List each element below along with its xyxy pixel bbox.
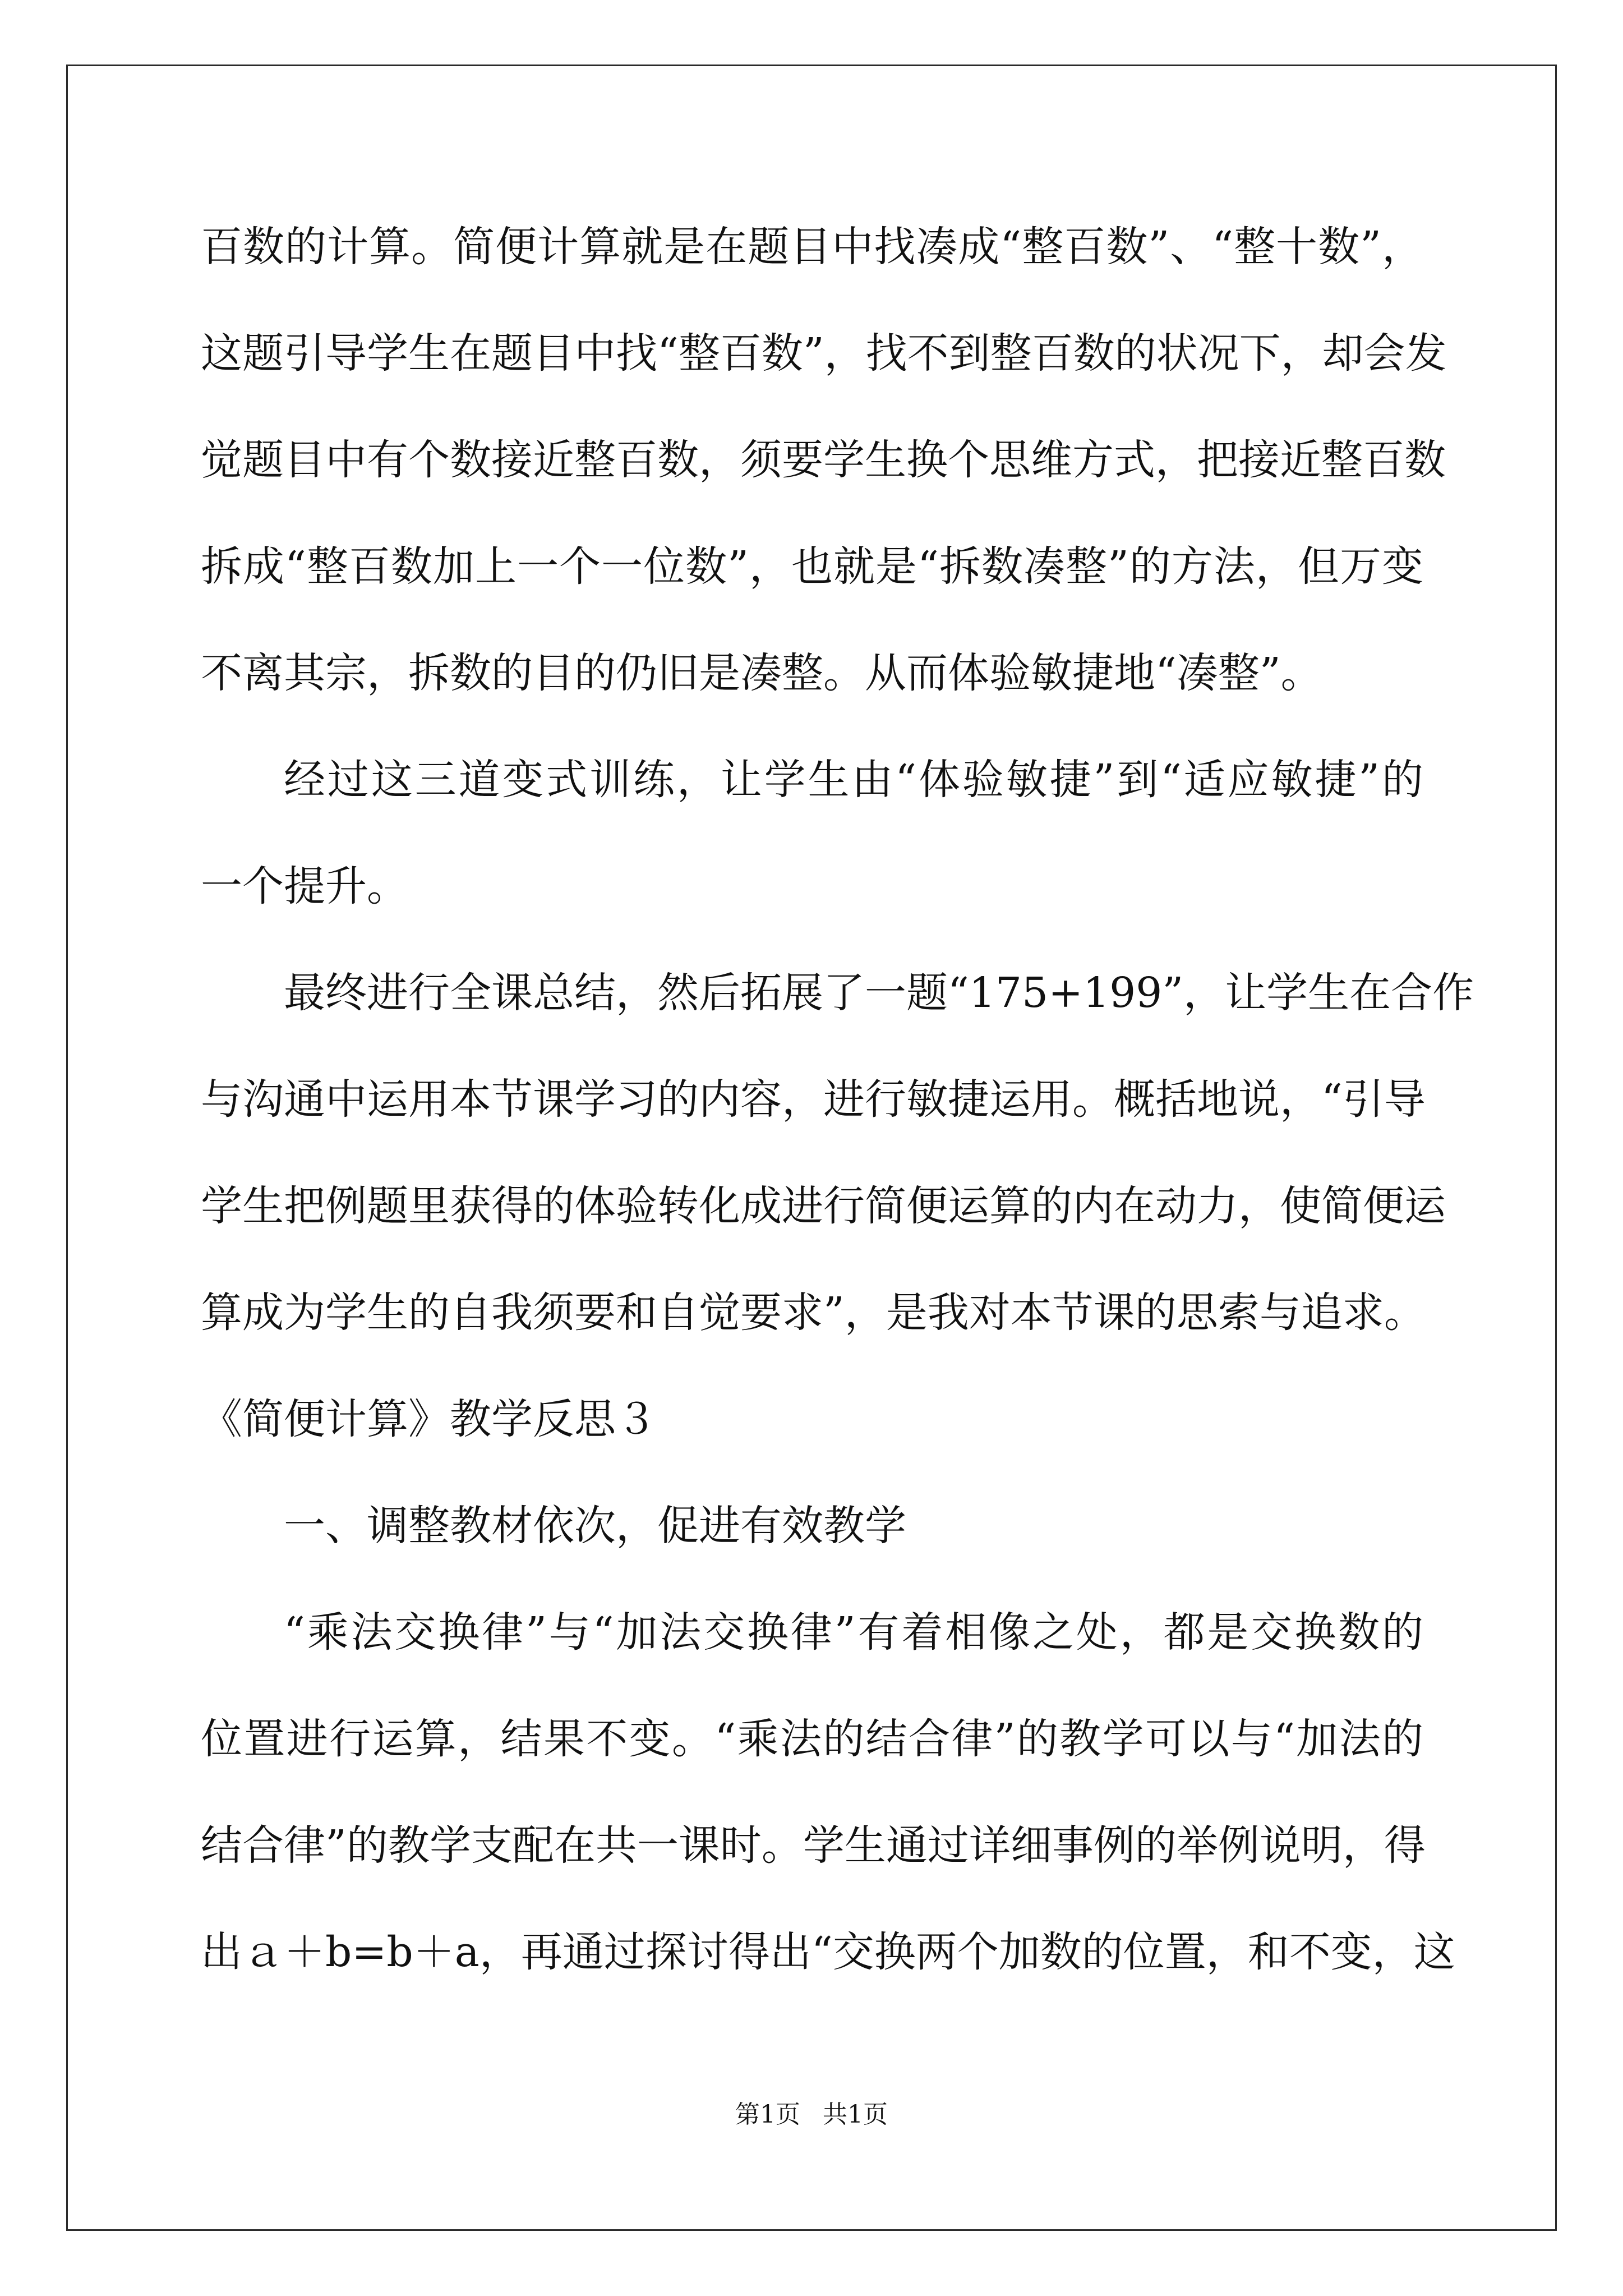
text-line: 与沟通中运用本节课学习的内容，进行敏捷运用。概括地说，“引导 [201, 1075, 1426, 1124]
text-line: 拆成“整百数加上一个一位数”，也就是“拆数凑整”的方法，但万变 [201, 542, 1423, 591]
page-total: 共1页 [823, 2100, 888, 2129]
text-line: 出ａ＋b=b＋a，再通过探讨得出“交换两个加数的位置，和不变，这 [201, 1928, 1455, 1976]
text-line: 一个提升。 [201, 862, 408, 910]
page-footer [0, 2098, 1623, 2132]
page-number: 第1页 [735, 2100, 800, 2129]
text-line: 学生把例题里获得的体验转化成进行简便运算的内在动力，使简便运 [201, 1182, 1446, 1230]
text-line: 觉题目中有个数接近整百数，须要学生换个思维方式，把接近整百数 [201, 436, 1446, 484]
text-line: 百数的计算。简便计算就是在题目中找凑成“整百数”、“整十数”， [201, 223, 1423, 271]
section-heading: 《简便计算》教学反思３ [201, 1395, 657, 1443]
text-line: 最终进行全课总结，然后拓展了一题“175+199”，让学生在合作 [284, 969, 1474, 1017]
text-line: 结合律”的教学支配在共一课时。学生通过详细事例的举例说明，得 [201, 1821, 1426, 1870]
text-line: “乘法交换律”与“加法交换律”有着相像之处，都是交换数的 [284, 1608, 1423, 1657]
text-line: 经过这三道变式训练，让学生由“体验敏捷”到“适应敏捷”的 [284, 756, 1423, 804]
text-line: 这题引导学生在题目中找“整百数”，找不到整百数的状况下，却会发 [201, 329, 1447, 378]
text-line: 不离其宗，拆数的目的仍旧是凑整。从而体验敏捷地“凑整”。 [201, 649, 1322, 697]
document-body [201, 194, 1474, 2005]
subheading: 一、调整教材依次，促进有效教学 [284, 1502, 906, 1550]
text-line: 位置进行运算，结果不变。“乘法的结合律”的教学可以与“加法的 [201, 1715, 1423, 1763]
text-line: 算成为学生的自我须要和自觉要求”，是我对本节课的思索与追求。 [201, 1289, 1426, 1337]
